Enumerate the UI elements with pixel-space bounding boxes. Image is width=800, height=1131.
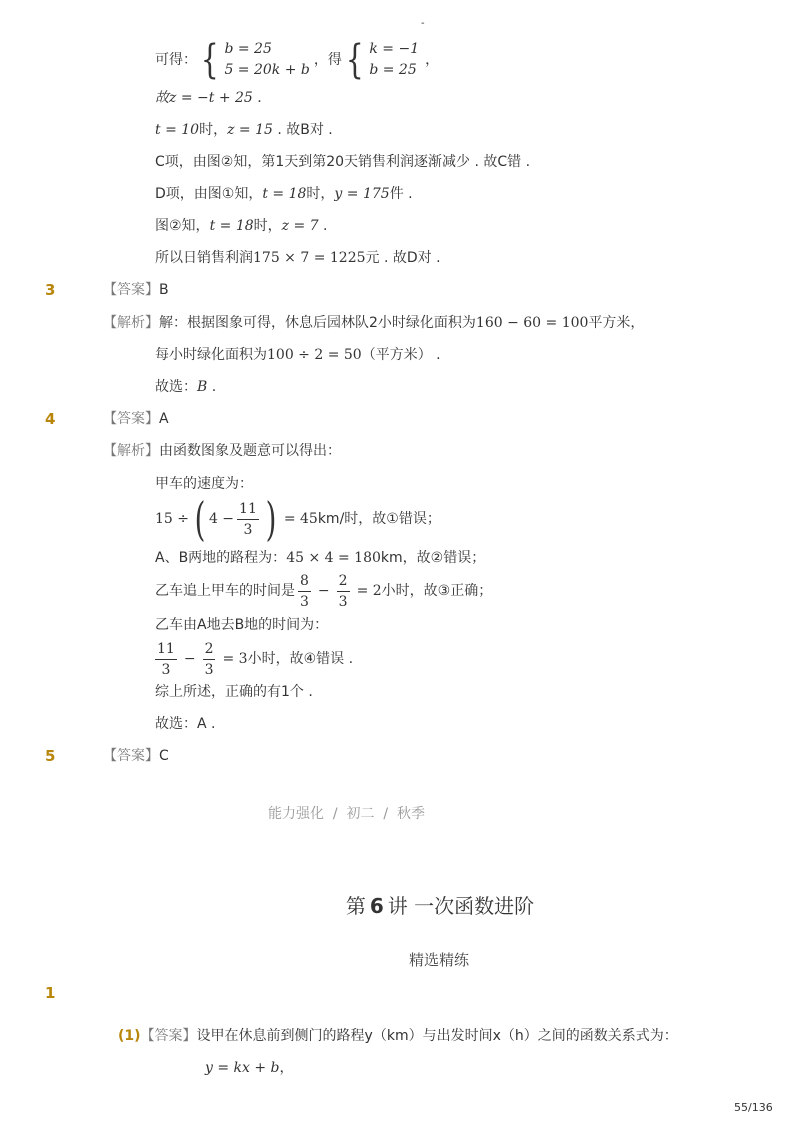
q3-analysis-line-1 [103, 313, 644, 333]
answer-tag: 【答案】 [103, 282, 159, 298]
fraction [337, 571, 350, 612]
page-number: 55/136 [734, 1101, 773, 1114]
system-2-eq-2: b = 25 [369, 62, 417, 78]
q4-ab-label: 乙车由A地去B地的时间为： [155, 617, 329, 633]
fraction [298, 571, 311, 612]
text: 每小时绿化面积为 [155, 347, 267, 363]
analysis-tag: 【解析】 [103, 443, 159, 459]
p1-answer-line [118, 1026, 678, 1046]
math-expr: z = 15 [227, 122, 273, 138]
math-expr: 100 ÷ 2 = 50 [267, 347, 362, 363]
q4-summary: 综上所述，正确的有1个 . [155, 684, 313, 700]
math-expr: B [197, 379, 208, 395]
fraction [237, 499, 259, 540]
q2-line-4: C项，由图②知，第1天到第20天销售利润逐渐减少 . 故C错 . [155, 154, 531, 170]
q4-analysis-intro [103, 441, 341, 461]
answer-value: C [159, 748, 169, 764]
math-expr: 160 − 60 = 100 [475, 315, 589, 331]
text: ， [279, 1060, 294, 1076]
q4-ab-formula [155, 637, 353, 681]
fraction-denominator: 3 [300, 593, 309, 610]
q2-suffix: ， [425, 52, 440, 68]
fraction [203, 639, 216, 680]
fraction-denominator: 3 [204, 661, 214, 678]
math-expr: 45 × 4 = 180 [286, 550, 381, 566]
math-expr: 175 × 7 = 1225 [253, 250, 366, 266]
fraction-numerator: 2 [203, 639, 216, 660]
text: 元 . 故D对 . [365, 250, 441, 266]
text: D项，由图①知， [155, 186, 263, 202]
math-expr: = 45 [283, 511, 318, 527]
text: A、B两地的路程为： [155, 550, 287, 566]
fraction-numerator: 11 [155, 639, 177, 660]
text: 小时，故③正确； [381, 583, 493, 599]
section-title: 精选精练 [408, 951, 469, 969]
math-expr: t = 10 [155, 122, 200, 138]
fraction-denominator: 3 [338, 593, 348, 610]
fraction [155, 639, 177, 680]
math-expr: = 3 [222, 651, 248, 667]
equation-system-2 [342, 39, 419, 81]
q2-line-6 [155, 216, 327, 236]
q2-line-2: 故z = −t + 25 . [155, 90, 262, 106]
q2-mid: ，得 [313, 52, 342, 68]
lesson-number: 6 [369, 894, 384, 918]
answer-tag: 【答案】 [103, 748, 159, 764]
q4-speed-formula [155, 492, 441, 546]
fraction-numerator: 8 [298, 571, 311, 592]
left-brace-icon: { [345, 37, 364, 83]
q4-speed-label: 甲车的速度为： [155, 476, 253, 492]
top-mark: - [421, 18, 425, 29]
sub-question-label: (1) [118, 1028, 141, 1044]
question-number-5: 5 [45, 747, 56, 765]
math-expr: y = 175 [334, 186, 390, 202]
q4-choice: 故选：A . [155, 716, 216, 732]
fraction-denominator: 3 [243, 521, 253, 538]
text: 由函数图象及题意可以得出： [159, 443, 341, 459]
text: 解：根据图象可得，休息后园林队2小时绿化面积为 [159, 315, 476, 331]
system-1-eq-2: 5 = 20k + b [224, 62, 310, 78]
left-paren-icon: ( [194, 492, 206, 546]
answer-value: B [159, 282, 169, 298]
fraction-numerator: 2 [337, 571, 350, 592]
text: 小时，故④错误 . [247, 651, 354, 667]
answer-tag: 【答案】 [140, 1028, 197, 1044]
text: km/时，故①错误； [317, 511, 441, 527]
q2-prefix: 可得： [155, 52, 197, 68]
text: km，故②错误； [380, 550, 486, 566]
text: 第 [345, 894, 366, 918]
q4-catch-line [155, 569, 492, 613]
q4-distance-line [155, 548, 485, 568]
math-expr: 15 ÷ [155, 511, 189, 527]
text: 设甲在休息前到侧门的路程y（km）与出发时间x（h）之间的函数关系式为： [196, 1028, 678, 1044]
text: 乙车追上甲车的时间是 [155, 583, 295, 599]
left-brace-icon: { [200, 37, 219, 83]
q4-answer [103, 409, 169, 429]
q3-analysis-line-3 [155, 377, 216, 397]
answer-tag: 【答案】 [103, 411, 159, 427]
text: 故选： [155, 379, 197, 395]
q5-answer [103, 746, 169, 766]
math-operator: − [183, 651, 196, 667]
math-operator: − [317, 583, 330, 599]
text: . [207, 379, 217, 395]
answer-value: A [159, 411, 169, 427]
fraction-numerator: 11 [237, 499, 259, 520]
math-expr: = 2 [356, 583, 382, 599]
text: 时， [253, 218, 282, 234]
text: 讲 一次函数进阶 [387, 894, 535, 918]
text: 件 . [389, 186, 413, 202]
math-expr: t = 18 [209, 218, 254, 234]
lesson-title [0, 896, 800, 916]
analysis-tag: 【解析】 [103, 315, 159, 331]
question-number-1: 1 [45, 984, 56, 1002]
equation-system-1 [197, 39, 310, 81]
text: . [318, 218, 328, 234]
q2-line-5 [155, 184, 413, 204]
q2-line-3 [155, 120, 333, 140]
text: （平方米） . [361, 347, 441, 363]
fraction-denominator: 3 [161, 661, 171, 678]
q2-system-line [155, 38, 439, 82]
page-footer: 能力强化 / 初二 / 秋季 [268, 806, 426, 822]
text: 所以日销售利润 [155, 250, 253, 266]
system-2-eq-1: k = −1 [369, 41, 420, 57]
math-expr: z = 7 [281, 218, 319, 234]
text: 平方米， [588, 315, 645, 331]
question-number-3: 3 [45, 281, 56, 299]
right-paren-icon: ) [265, 492, 277, 546]
text: 时， [306, 186, 335, 202]
q3-answer [103, 280, 169, 300]
text: . 故B对 . [272, 122, 333, 138]
math-expr: y = kx + b [205, 1060, 280, 1076]
system-1-eq-1: b = 25 [224, 41, 272, 57]
text: 图②知， [155, 218, 210, 234]
q2-line-7 [155, 248, 441, 268]
text: 时， [199, 122, 228, 138]
q3-analysis-line-2 [155, 345, 441, 365]
math-expr: 4 − [208, 511, 235, 527]
math-expr: t = 18 [262, 186, 307, 202]
question-number-4: 4 [45, 410, 56, 428]
p1-formula [205, 1058, 294, 1078]
